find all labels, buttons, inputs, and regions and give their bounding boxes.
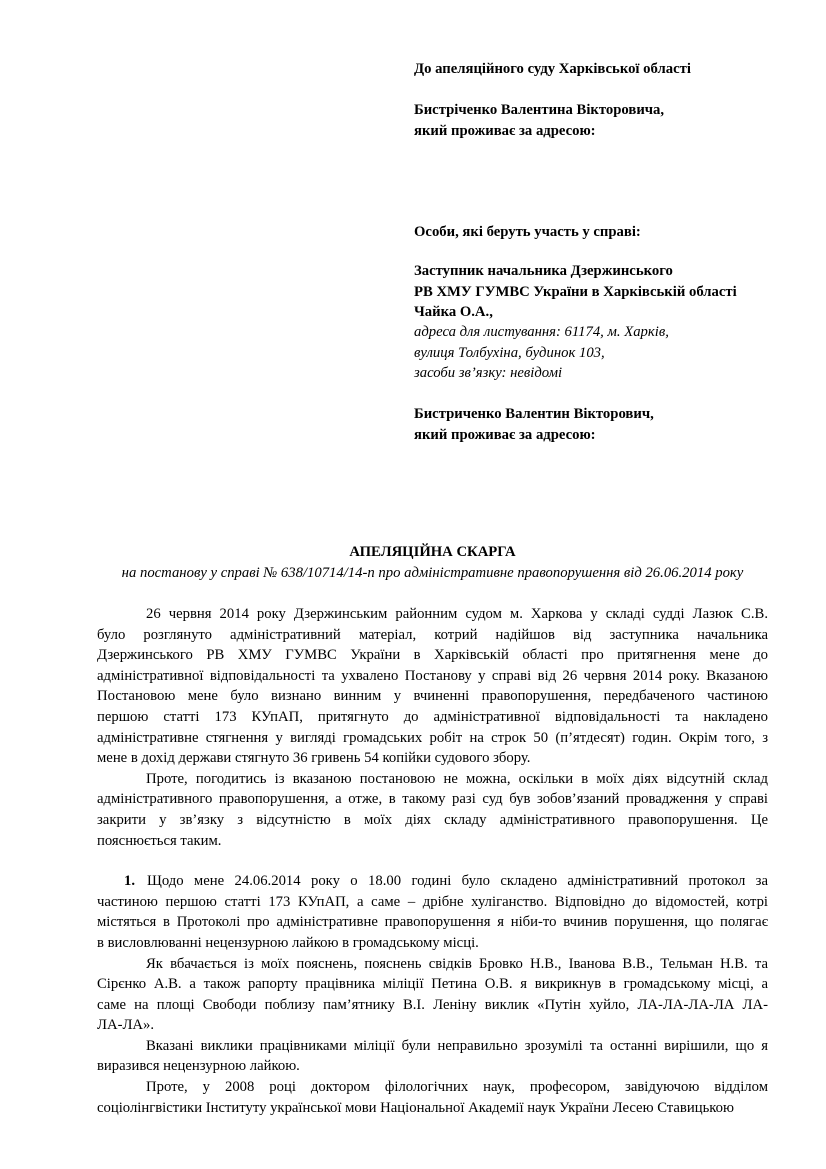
para5-line: Проте, у 2008 році доктором філологічних наук, професором, завідуючою відділом bbox=[146, 1079, 768, 1096]
paragraph-3 bbox=[97, 954, 768, 1036]
para2-line: адміністративного правопорушення, а отже, в такому разі суд був зобов’язаний провадження у справі bbox=[97, 791, 768, 808]
para1-line: Постановою мене було визнано винним у вчиненні правопорушення, передбаченого частиною bbox=[97, 688, 768, 705]
para1-line: було розглянуто адміністративний матеріал, котрий надійшов від заступника начальника bbox=[97, 626, 768, 643]
para1-line: мене в дохід держави стягнуто 36 гривень 54 копійки судового збору. bbox=[97, 750, 531, 767]
item1-line: частиною першою статті 173 КУпАП, а саме – дрібне хуліганство. Відповідно до відомостей, котрі bbox=[97, 893, 768, 910]
list-number: 1. bbox=[124, 873, 136, 890]
paragraph-2 bbox=[97, 769, 768, 851]
document-subtitle: на постанову у справі № 638/10714/14-п про адміністративне правопорушення від 26.06.2014 року bbox=[121, 565, 744, 581]
para2-line: Проте, погодитись із вказаною постановою не можна, оскільки в моїх діях відсутній склад bbox=[146, 770, 768, 787]
paragraph-1 bbox=[97, 604, 768, 769]
respondent-address-1: адреса для листування: 61174, м. Харків, bbox=[414, 324, 669, 340]
para4-line: виразився нецензурною лайкою. bbox=[97, 1058, 300, 1075]
para1-line: Дзержинського РВ ХМУ ГУМВС України в Харківській області про притягнення мене до bbox=[97, 647, 768, 664]
third-party-address-label: який проживає за адресою: bbox=[414, 427, 596, 443]
para3-line: Сірєнко А.В. а також рапорту працівника міліції Петина О.В. я викрикнув в громадському місці, а bbox=[97, 976, 768, 993]
para5-line: соціолінгвістики Інституту української мови Національної Академії наук України Лесею Ставицькою bbox=[97, 1099, 734, 1116]
respondent-contacts: засоби зв’язку: невідомі bbox=[414, 365, 563, 381]
applicant-name: Бистріченко Валентина Вікторовича, bbox=[414, 102, 665, 118]
para1-line: першою статті 173 КУпАП, притягнуто до адміністративної відповідальності та накладено bbox=[97, 708, 768, 725]
court-addressee: До апеляційного суду Харківської області bbox=[414, 61, 691, 77]
para4-line: Вказані виклики працівниками міліції були неправильно зрозумілі та останні вирішили, що я bbox=[146, 1037, 768, 1054]
para3-line: Як вбачається із моїх пояснень, пояснень свідків Бровко Н.В., Іванова В.В., Тельман Н.В. та bbox=[146, 955, 768, 972]
applicant-address-label: який проживає за адресою: bbox=[414, 123, 596, 139]
para1-line: адміністративної відповідальності та ухвалено Постанову у справі від 26 червня 2014 року. Вказаною bbox=[97, 667, 768, 684]
respondent-address-2: вулиця Толбухіна, будинок 103, bbox=[414, 345, 605, 361]
respondent-line-1: Заступник начальника Дзержинського bbox=[414, 263, 673, 279]
paragraph-4 bbox=[97, 1036, 768, 1077]
third-party-name: Бистриченко Валентин Вікторович, bbox=[414, 406, 654, 422]
participants-heading: Особи, які беруть участь у справі: bbox=[414, 224, 641, 240]
para3-line: ЛА-ЛА». bbox=[97, 1017, 155, 1034]
para3-line: саме на площі Свободи поблизу пам’ятнику В.І. Леніну виклик «Путін хуйло, ЛА-ЛА-ЛА-ЛА ЛА- bbox=[97, 996, 768, 1013]
respondent-line-3: Чайка О.А., bbox=[414, 304, 493, 320]
para1-line: 26 червня 2014 року Дзержинським районним судом м. Харкова у складі судді Лазюк С.В. bbox=[146, 606, 768, 622]
item1-line: містяться в Протоколі про адміністративне правопорушення я ніби-то вчинив порушення, що полягає bbox=[97, 914, 768, 931]
line-text: Щодо мене 24.06.2014 року о 18.00 годині було складено адміністративний протокол за bbox=[147, 873, 768, 890]
para2-line: пояснюється таким. bbox=[97, 832, 222, 849]
item1-line: в висловлюванні нецензурною лайкою в громадському місці. bbox=[97, 934, 479, 951]
item1-line bbox=[97, 871, 768, 892]
respondent-line-2: РВ ХМУ ГУМВС України в Харківській області bbox=[414, 284, 737, 300]
para1-line: адміністративне стягнення у вигляді громадських робіт на строк 50 (п’ятдесят) годин. Окрім того, з bbox=[97, 729, 768, 746]
para2-line: закрити у зв’язку з відсутністю в моїх діях складу адміністративного правопорушення. Це bbox=[97, 811, 768, 828]
document-title: АПЕЛЯЦІЙНА СКАРГА bbox=[349, 544, 516, 560]
paragraph-5 bbox=[97, 1077, 768, 1118]
body-text bbox=[97, 604, 768, 1118]
list-item-1 bbox=[97, 871, 768, 953]
